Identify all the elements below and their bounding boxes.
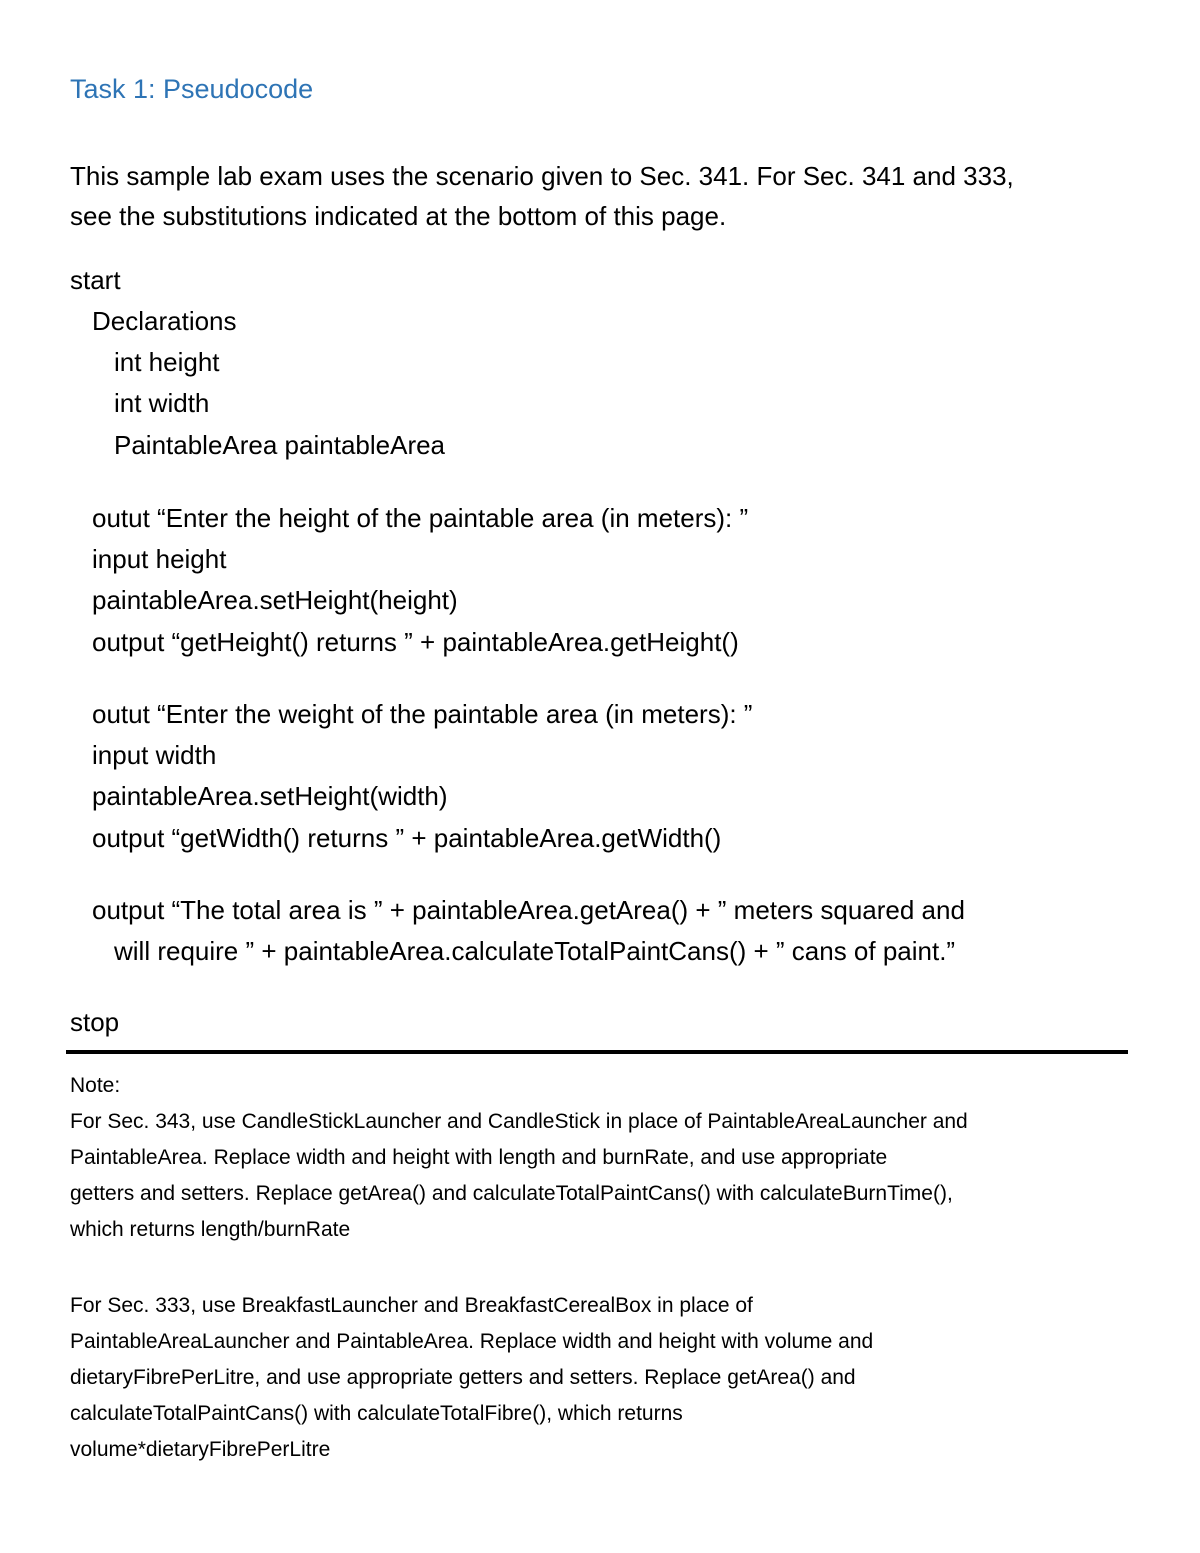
code-set-height: paintableArea.setHeight(height) (92, 585, 458, 615)
note-sec343-line: For Sec. 343, use CandleStickLauncher and CandleStick in place of PaintableAreaLauncher and (70, 1110, 968, 1133)
intro-line: This sample lab exam uses the scenario given to Sec. 341. For Sec. 341 and 333, (70, 161, 1014, 191)
code-output-total-continued: will require ” + paintableArea.calculateTotalPaintCans() + ” cans of paint.” (114, 936, 956, 966)
note-sec343-line: PaintableArea. Replace width and height with length and burnRate, and use appropriate (70, 1146, 888, 1169)
code-stop: stop (70, 1007, 120, 1037)
note-sec333-line: dietaryFibrePerLitre, and use appropriate getters and setters. Replace getArea() and (70, 1366, 856, 1389)
code-decl-width: int width (114, 388, 210, 418)
intro-line: see the substitutions indicated at the bottom of this page. (70, 201, 727, 231)
code-input-width: input width (92, 740, 217, 770)
note-sec343-line: getters and setters. Replace getArea() and calculateTotalPaintCans() with calculateBurnTime(), (70, 1182, 953, 1205)
code-input-height: input height (92, 544, 227, 574)
code-prompt-width: outut “Enter the weight of the paintable area (in meters): ” (92, 699, 753, 729)
code-set-width: paintableArea.setHeight(width) (92, 781, 448, 811)
paragraph-gap (70, 1248, 1150, 1288)
page-title: Task 1: Pseudocode (70, 74, 314, 104)
note-sec343-line: which returns length/burnRate (70, 1218, 351, 1241)
code-decl-area: PaintableArea paintableArea (114, 430, 446, 460)
note-sec333-line: calculateTotalPaintCans() with calculateTotalFibre(), which returns (70, 1402, 683, 1425)
note-sec333-line: volume*dietaryFibrePerLitre (70, 1438, 331, 1461)
note-sec333-line: PaintableAreaLauncher and PaintableArea. Replace width and height with volume and (70, 1330, 874, 1353)
code-output-width: output “getWidth() returns ” + paintableArea.getWidth() (92, 823, 722, 853)
note-label: Note: (70, 1074, 121, 1097)
code-start: start (70, 265, 121, 295)
code-output-height: output “getHeight() returns ” + paintableArea.getHeight() (92, 627, 739, 657)
code-prompt-height: outut “Enter the height of the paintable area (in meters): ” (92, 503, 749, 533)
note-sec333-line: For Sec. 333, use BreakfastLauncher and BreakfastCerealBox in place of (70, 1294, 753, 1317)
note-section (70, 1068, 1150, 1468)
code-decl-height: int height (114, 347, 220, 377)
intro-paragraph (70, 156, 1150, 236)
section-divider (66, 1050, 1128, 1054)
code-output-total: output “The total area is ” + paintableArea.getArea() + ” meters squared and (92, 895, 965, 925)
code-declarations: Declarations (92, 306, 237, 336)
